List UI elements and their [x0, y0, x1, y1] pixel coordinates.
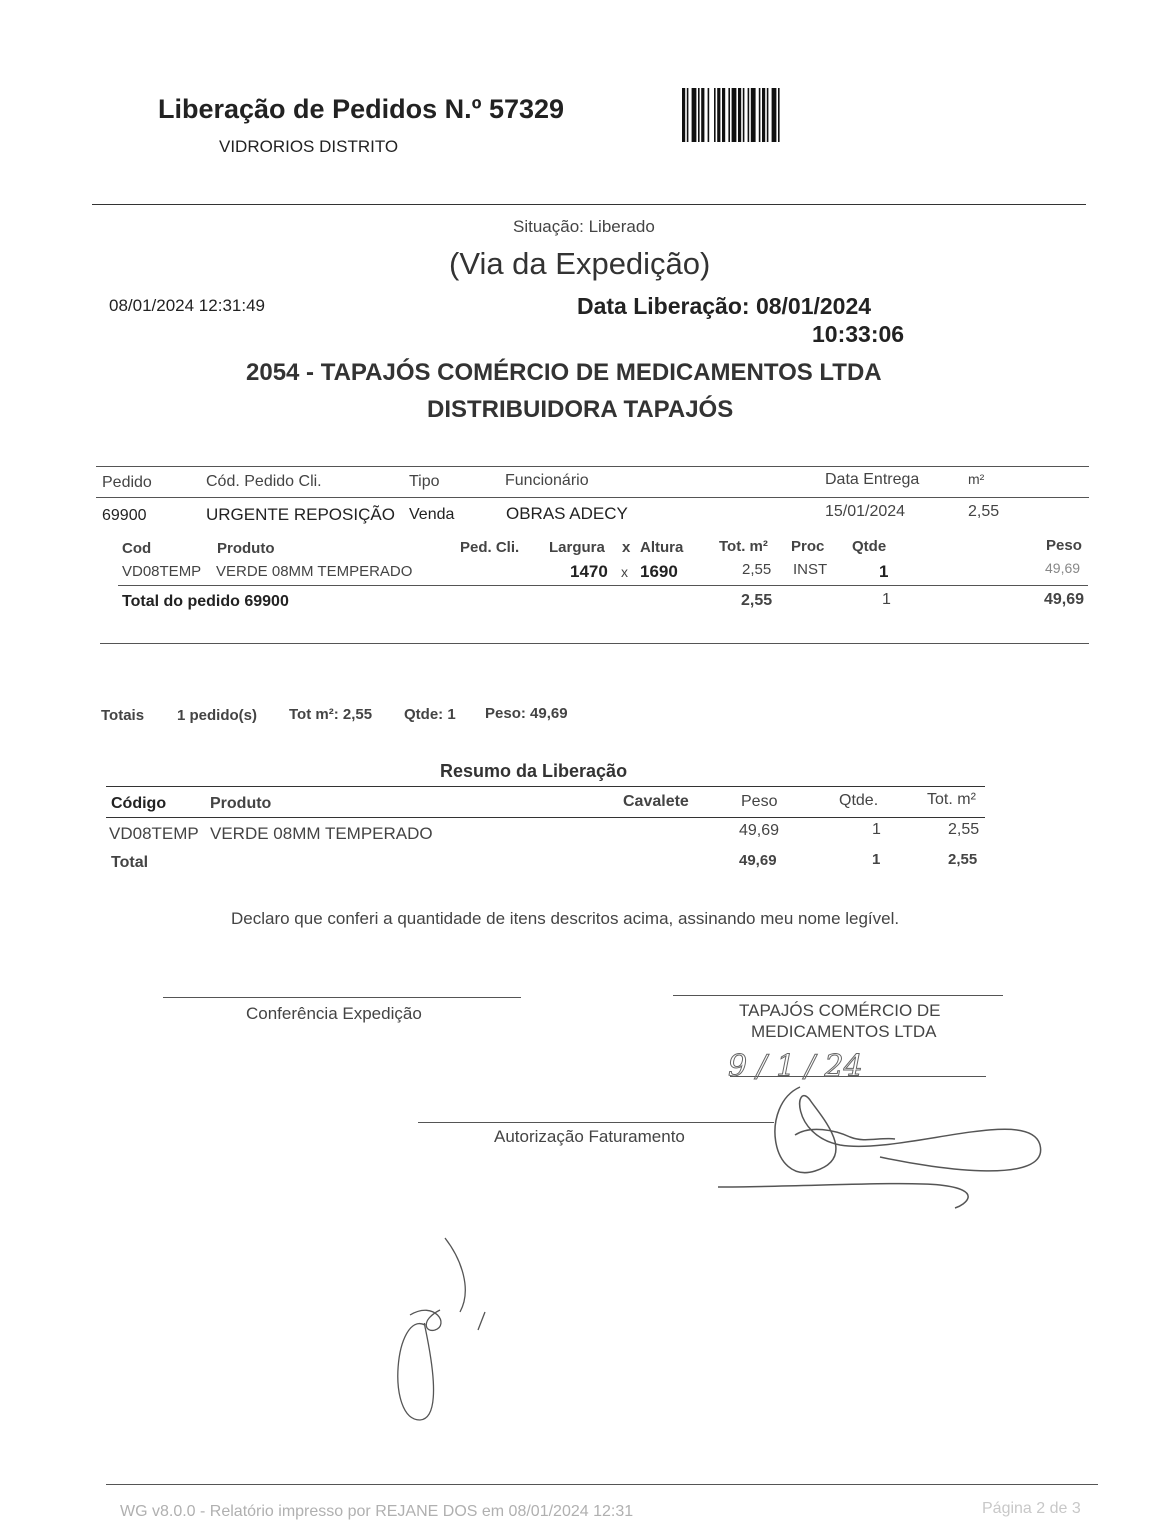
item-peso: 49,69 — [1045, 560, 1081, 576]
barcode-bar — [701, 88, 704, 142]
barcode-bar — [722, 88, 725, 142]
order-table-top-line — [96, 466, 1089, 467]
item-total-line — [118, 585, 1088, 586]
barcode-bar — [772, 88, 777, 142]
client-signature-line — [673, 995, 1003, 996]
summary-total-qtde: 1 — [872, 851, 881, 868]
col-header-pedido: Pedido — [102, 474, 152, 491]
item-header-tot-m2: Tot. m² — [719, 538, 768, 555]
barcode-bar — [687, 88, 689, 142]
totals-weight: Peso: 49,69 — [485, 705, 568, 722]
conference-label: Conferência Expedição — [246, 1004, 422, 1023]
company-name: 2054 - TAPAJÓS COMÉRCIO DE MEDICAMENTOS LTDA — [246, 359, 882, 386]
totals-m2: Tot m²: 2,55 — [289, 706, 373, 723]
client-name-line2: MEDICAMENTOS LTDA — [751, 1022, 937, 1041]
barcode-bar — [698, 88, 700, 142]
summary-row-produto: VERDE 08MM TEMPERADO — [210, 824, 433, 843]
footer-page-number: Página 2 de 3 — [982, 1500, 1081, 1517]
barcode-bar — [682, 88, 685, 142]
order-table-bottom-line — [100, 643, 1089, 644]
status-text: Situação: Liberado — [513, 217, 655, 236]
item-header-ped-cli: Ped. Cli. — [460, 539, 520, 556]
summary-row-qtde: 1 — [872, 821, 881, 838]
col-header-tipo: Tipo — [409, 473, 440, 490]
order-total-peso: 49,69 — [1044, 591, 1085, 608]
item-width: 1470 — [570, 562, 608, 581]
barcode-bar — [762, 88, 765, 142]
summary-total-peso: 49,69 — [739, 852, 777, 869]
totals-qtde: Qtde: 1 — [404, 706, 456, 723]
order-number: 69900 — [102, 507, 147, 524]
barcode-bar — [732, 88, 737, 142]
barcode-bar — [759, 88, 761, 142]
declaration-text: Declaro que conferi a quantidade de itens descritos acima, assinando meu nome legível. — [231, 909, 900, 928]
employee: OBRAS ADECY — [506, 504, 628, 523]
item-header-altura: Altura — [640, 539, 684, 556]
barcode-bar — [751, 88, 756, 142]
handwritten-mark — [380, 1230, 500, 1430]
barcode-bar — [778, 88, 780, 142]
barcode-bar — [748, 88, 750, 142]
summary-total-tot-m2: 2,55 — [948, 851, 978, 868]
copy-type: (Via da Expedição) — [449, 246, 711, 281]
company-trade-name: DISTRIBUIDORA TAPAJÓS — [427, 396, 734, 423]
item-header-x: x — [622, 539, 631, 556]
item-header-produto: Produto — [217, 540, 275, 557]
summary-header-qtde: Qtde. — [839, 792, 879, 809]
summary-header-peso: Peso — [741, 793, 778, 810]
summary-title: Resumo da Liberação — [440, 761, 628, 781]
item-qtde: 1 — [879, 562, 889, 581]
item-header-cod: Cod — [122, 540, 152, 557]
client-name-line1: TAPAJÓS COMÉRCIO DE — [739, 1001, 941, 1020]
barcode-bar — [717, 88, 720, 142]
handwritten-date-text: 9 / 1 / 24 — [728, 1049, 863, 1084]
release-time: 10:33:06 — [812, 321, 905, 347]
barcode-bar — [738, 88, 741, 142]
document-title: Liberação de Pedidos N.º 57329 — [158, 94, 565, 124]
barcode-bar — [692, 88, 697, 142]
document-subtitle: VIDRORIOS DISTRITO — [219, 137, 399, 156]
order-total-m2: 2,55 — [741, 592, 773, 609]
summary-header-cavalete: Cavalete — [623, 793, 689, 810]
order-total-qtde: 1 — [882, 591, 891, 608]
summary-row-tot-m2: 2,55 — [948, 821, 980, 838]
totals-orders: 1 pedido(s) — [177, 707, 258, 724]
item-code: VD08TEMP — [122, 563, 202, 580]
summary-header-tot-m2: Tot. m² — [927, 791, 976, 808]
col-header-data-entrega: Data Entrega — [825, 471, 920, 488]
totals-label: Totais — [101, 707, 145, 724]
summary-header-codigo: Código — [111, 795, 167, 812]
item-x: x — [621, 564, 628, 580]
item-proc: INST — [793, 561, 828, 578]
print-datetime: 08/01/2024 12:31:49 — [109, 296, 265, 315]
delivery-date: 15/01/2024 — [825, 503, 906, 520]
col-header-m2: m² — [968, 471, 985, 487]
authorization-label: Autorização Faturamento — [494, 1127, 685, 1146]
handwritten-signature — [700, 1075, 1060, 1235]
conference-signature-line — [163, 997, 521, 998]
barcode-bar — [714, 88, 716, 142]
summary-header-produto: Produto — [210, 795, 272, 812]
item-header-peso: Peso — [1046, 537, 1082, 554]
order-type: Venda — [409, 506, 455, 523]
item-header-proc: Proc — [791, 538, 825, 555]
col-header-cod-pedido-cli: Cód. Pedido Cli. — [206, 473, 322, 490]
item-header-qtde: Qtde — [852, 538, 887, 555]
order-total-label: Total do pedido 69900 — [122, 593, 289, 610]
item-header-largura: Largura — [549, 539, 605, 556]
barcode-bar — [743, 88, 745, 142]
summary-row-codigo: VD08TEMP — [109, 824, 199, 843]
col-header-funcionario: Funcionário — [505, 472, 589, 489]
item-tot-m2: 2,55 — [742, 561, 772, 578]
footer-line — [106, 1484, 1098, 1485]
header-divider — [92, 204, 1086, 205]
footer-report-info: WG v8.0.0 - Relatório impresso por REJANE DOS em 08/01/2024 12:31 — [120, 1503, 634, 1520]
summary-row-peso: 49,69 — [739, 822, 780, 839]
barcode-bar — [708, 88, 710, 142]
order-header-line — [96, 497, 1089, 498]
barcode — [682, 88, 862, 142]
summary-total-label: Total — [111, 854, 149, 871]
release-date: Data Liberação: 08/01/2024 — [577, 293, 872, 319]
summary-header-line — [106, 817, 985, 818]
item-product: VERDE 08MM TEMPERADO — [216, 563, 413, 580]
barcode-bar — [728, 88, 730, 142]
item-height: 1690 — [640, 562, 678, 581]
client-order-code: URGENTE REPOSIÇÃO — [206, 505, 395, 524]
summary-top-line — [106, 786, 985, 787]
order-m2: 2,55 — [968, 503, 1000, 520]
barcode-bar — [767, 88, 769, 142]
